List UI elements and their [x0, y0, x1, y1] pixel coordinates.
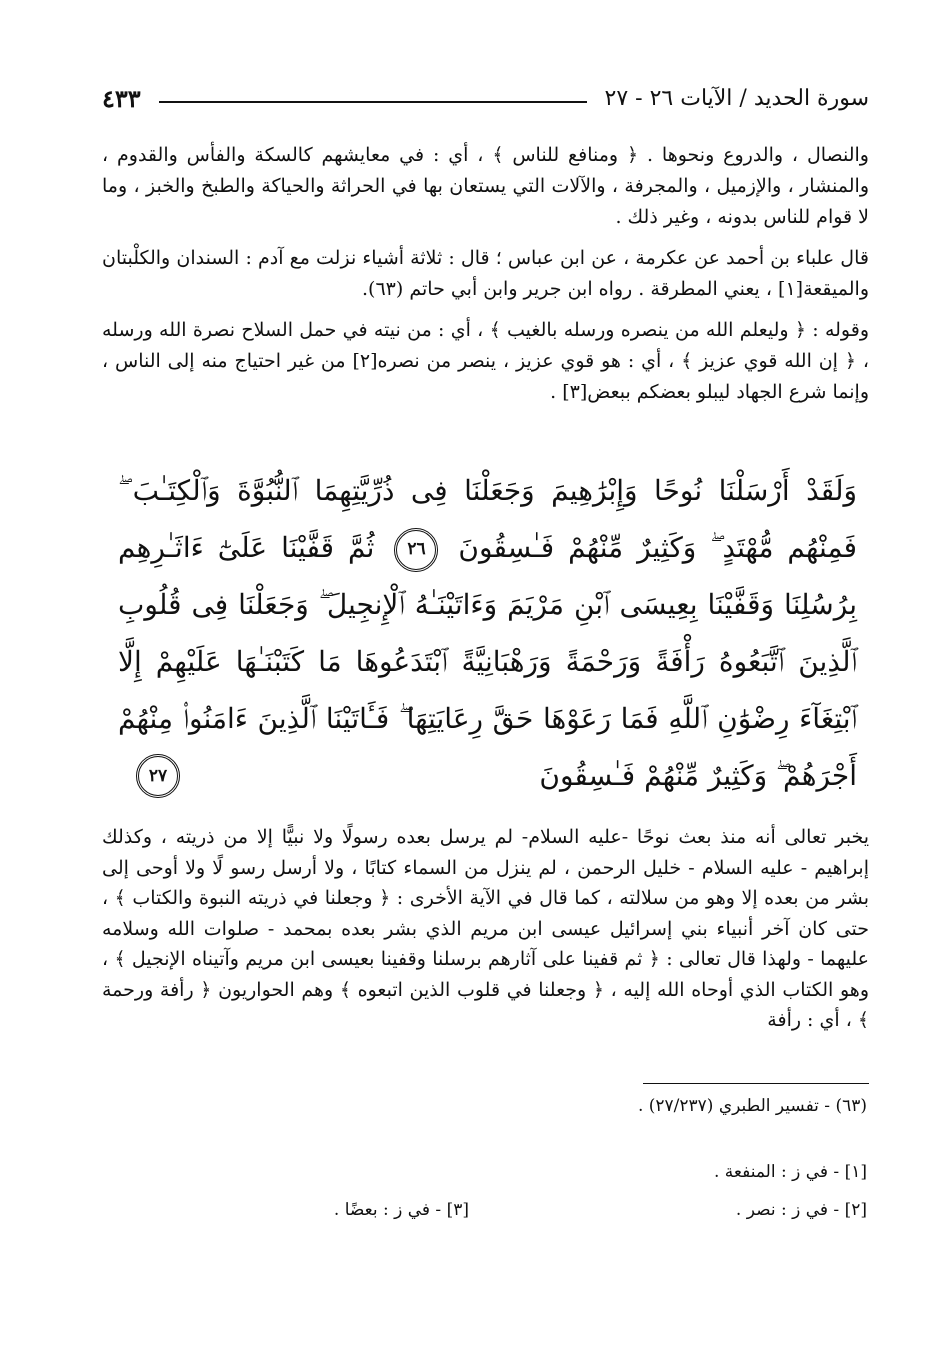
footnote: (٦٣) - تفسير الطبري (٢٧/٢٣٧) .: [637, 1096, 867, 1116]
footnote-rule: [643, 1083, 869, 1084]
header-rule: [159, 101, 587, 103]
paragraph: والنصال ، والدروع ونحوها . ﴿ ومنافع للناس ﴾ ، أي : في معايشهم كالسكة والفأس والقدوم ، والمنشار ، والإزميل ، والمجرفة ، والآلات التي يستعان بها في الحراثة والحياكة والطبخ والخبز ، وما لا قوام للناس بدونه ، وغير ذلك .: [102, 144, 869, 228]
footnote: [١] - في ز : المنفعة .: [714, 1162, 867, 1182]
quran-verses: [118, 462, 857, 804]
verse-26-text: وَلَقَدْ أَرْسَلْنَا نُوحًا وَإِبْرَٰهِيمَ وَجَعَلْنَا فِى ذُرِّيَّتِهِمَا ٱلنُّبُوَّةَ وَٱلْكِتَـٰبَ ۖ فَمِنْهُم مُّهْتَدٍ ۖ وَكَثِيرٌ مِّنْهُمْ فَـٰسِقُونَ: [118, 474, 857, 564]
verse-27-text: ثُمَّ قَفَّيْنَا عَلَىٰٓ ءَاثَـٰرِهِم بِرُسُلِنَا وَقَفَّيْنَا بِعِيسَى ٱبْنِ مَرْيَمَ وَءَاتَيْنَـٰهُ ٱلْإِنجِيلَ ۖ وَجَعَلْنَا فِى قُلُوبِ ٱلَّذِينَ ٱتَّبَعُوهُ رَأْفَةً وَرَحْمَةً وَرَهْبَانِيَّةً ٱبْتَدَعُوهَا مَا كَتَبْنَـٰهَا عَلَيْهِمْ إِلَّا ٱبْتِغَآءَ رِضْوَٰنِ ٱللَّهِ فَمَا رَعَوْهَا حَقَّ رِعَايَتِهَا ۖ فَـَٔاتَيْنَا ٱلَّذِينَ ءَامَنُوا۟ مِنْهُمْ أَجْرَهُمْ ۖ وَكَثِيرٌ مِّنْهُمْ فَـٰسِقُونَ: [118, 531, 857, 792]
paragraph: وقوله : ﴿ وليعلم الله من ينصره ورسله بالغيب ﴾ ، أي : من نيته في حمل السلاح نصرة الله ورسله ، ﴿ إن الله قوي عزيز ﴾ ، أي : هو قوي عزيز ، ينصر من نصره[٢] من غير احتياج منه إلى الناس ، وإنما شرع الجهاد ليبلو بعضكم ببعض[٣] .: [102, 319, 869, 403]
verse-number-marker: ٢٧: [136, 754, 180, 798]
verse-number-marker: ٢٦: [394, 528, 438, 572]
footnote: [٢] - في ز : نصر .: [735, 1200, 867, 1220]
running-header: [102, 78, 869, 118]
paragraph: قال علباء بن أحمد عن عكرمة ، عن ابن عباس ؛ قال : ثلاثة أشياء نزلت مع آدم : السندان والكلْبتان والميقعة[١] ، يعني المطرقة . رواه ابن جرير وابن أبي حاتم (٦٣).: [102, 247, 869, 300]
commentary-block: [102, 140, 869, 408]
paragraph: يخبر تعالى أنه منذ بعث نوحًا -عليه السلام- لم يرسل بعده رسولًا ولا نبيًّا إلا من ذريته ، وكذلك إبراهيم - عليه السلام - خليل الرحمن ، لم ينزل من السماء كتابًا ، ولا أرسل رسو لًا ولا أوحى إلى بشر من بعده إلا وهو من سلالته ، كما قال في الآية الأخرى : ﴿ وجعلنا في ذريته النبوة والكتاب ﴾ ، حتى كان آخر أنبياء بني إسرائيل عيسى ابن مريم الذي بشر بعده بمحمد - صلوات الله وسلامه عليهما - ولهذا قال تعالى : ﴿ ثم قفينا على آثارهم برسلنا وقفينا بعيسى ابن مريم وآتيناه الإنجيل ﴾ ، وهو الكتاب الذي أوحاه الله إليه ، ﴿ وجعلنا في قلوب الذين اتبعوه ﴾ وهم الحواريون ﴿ رأفة ورحمة ﴾ ، أي : رأفة: [102, 826, 869, 1031]
footnote: [٣] - في ز : بعضًا .: [333, 1200, 469, 1220]
tafsir-block: [102, 822, 869, 1036]
surah-title: سورة الحديد / الآيات ٢٦ - ٢٧: [604, 85, 869, 111]
page-number: ٤٣٣: [102, 83, 141, 113]
